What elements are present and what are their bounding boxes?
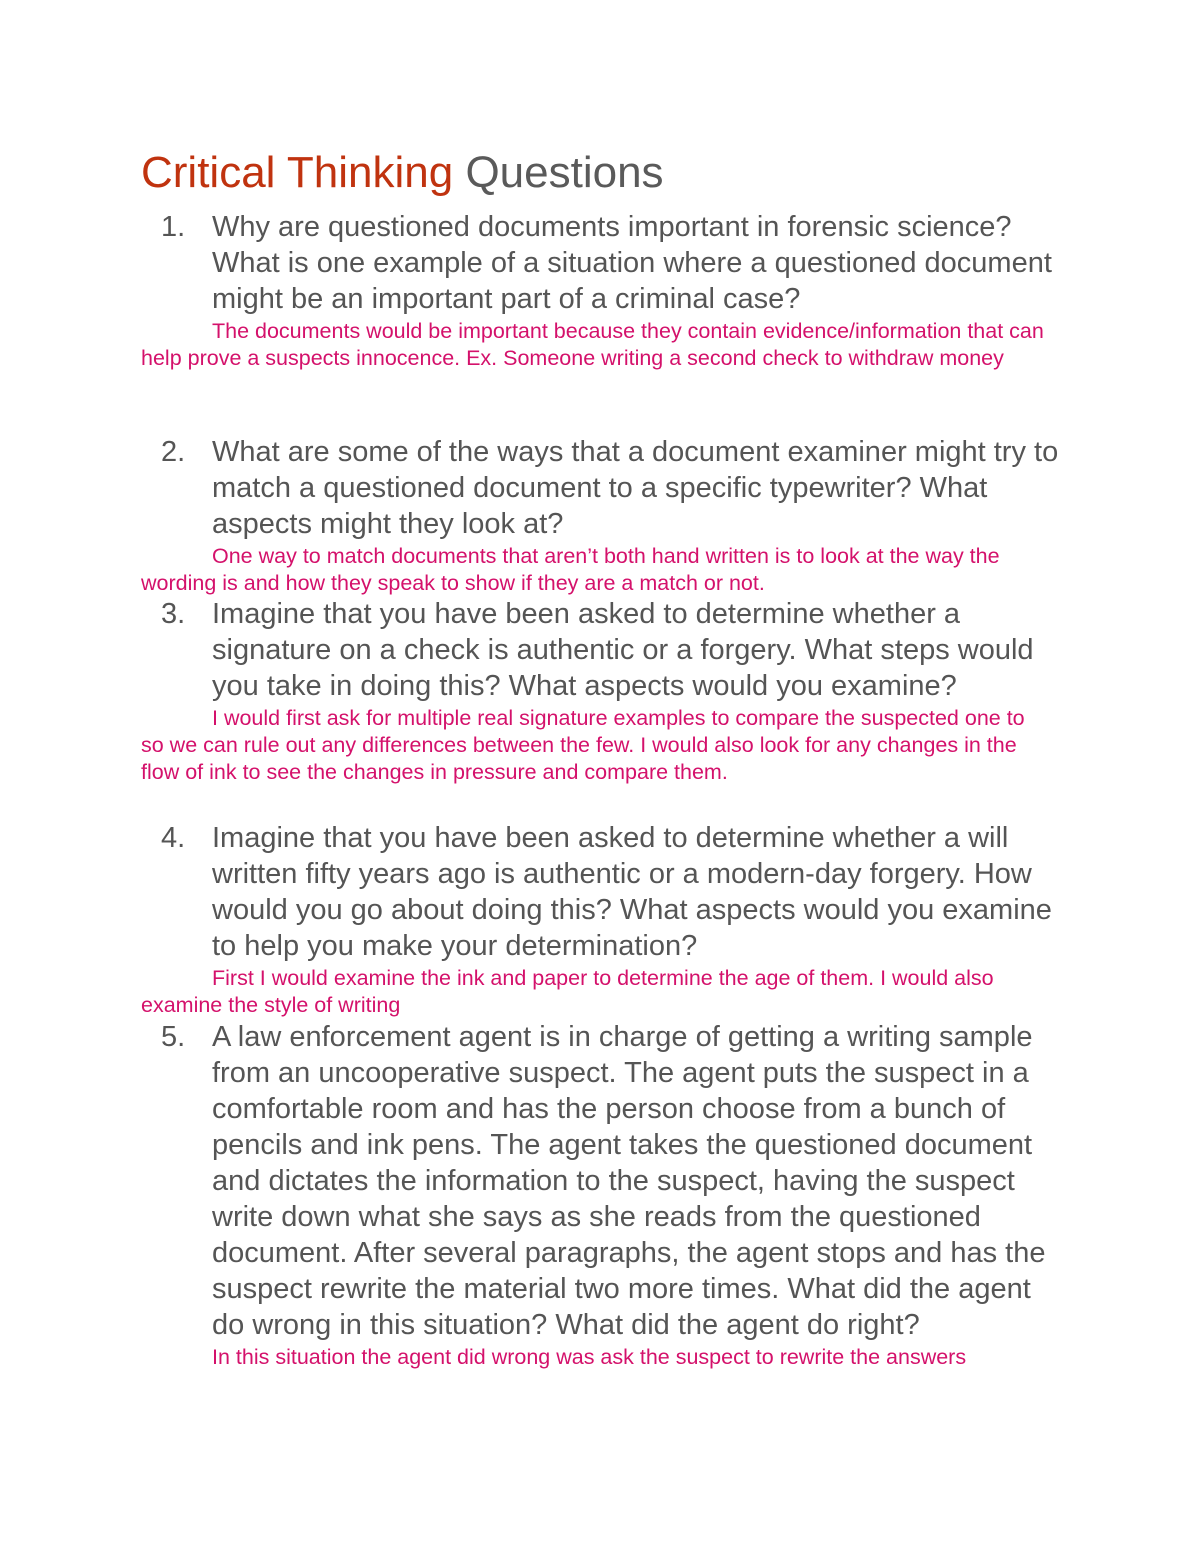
question-2 (141, 434, 1061, 542)
question-number: 4. (161, 822, 186, 854)
page-title (141, 143, 664, 203)
answer-1: The documents would be important because they contain evidence/information that can help prove a suspects innocence. Ex. Someone writing a second check to withdraw money (141, 319, 1044, 370)
question-5 (141, 1019, 1061, 1343)
title-rest: Questions (465, 148, 664, 197)
question-number: 2. (161, 436, 186, 468)
answer-3: I would first ask for multiple real signature examples to compare the suspected one to so we can rule out any differences between the few. I would also look for any changes in the flow of ink to see the changes in pressure and compare them. (141, 706, 1025, 784)
question-1 (141, 209, 1061, 317)
question-text: Imagine that you have been asked to determine whether a signature on a check is authentic or a forgery. What steps would you take in doing this? What aspects would you examine? (212, 598, 1034, 702)
question-text: A law enforcement agent is in charge of getting a writing sample from an uncooperative suspect. The agent puts the suspect in a comfortable room and has the person choose from a bunch of pencils and ink pens. The agent takes the questioned document and dictates the information to the suspect, having the suspect write down what she says as she reads from the questioned document. After several paragraphs, the agent stops and has the suspect rewrite the material two more times. What did the agent do wrong in this situation? What did the agent do right? (212, 1021, 1046, 1341)
answer-4: First I would examine the ink and paper to determine the age of them. I would also examine the style of writing (141, 966, 994, 1017)
answer-5: In this situation the agent did wrong was ask the suspect to rewrite the answers (212, 1345, 967, 1369)
question-text: Imagine that you have been asked to determine whether a will written fifty years ago is authentic or a modern-day forgery. How would you go about doing this? What aspects would you examine to help you make your determination? (212, 822, 1052, 962)
question-block-1 (141, 209, 1061, 372)
title-accent: Critical Thinking (141, 148, 454, 197)
question-block-5 (141, 1019, 1061, 1371)
question-number: 1. (161, 211, 186, 243)
question-block-3 (141, 596, 1061, 786)
question-3 (141, 596, 1061, 704)
question-4 (141, 820, 1061, 964)
question-text: What are some of the ways that a document examiner might try to match a questioned document to a specific typewriter? What aspects might they look at? (212, 436, 1059, 540)
question-block-2 (141, 434, 1061, 597)
question-number: 5. (161, 1021, 186, 1053)
question-text: Why are questioned documents important in forensic science? What is one example of a situation where a questioned document might be an important part of a criminal case? (212, 211, 1052, 315)
question-block-4 (141, 820, 1061, 1019)
question-number: 3. (161, 598, 186, 630)
answer-2: One way to match documents that aren’t both hand written is to look at the way the wording is and how they speak to show if they are a match or not. (141, 544, 1000, 595)
